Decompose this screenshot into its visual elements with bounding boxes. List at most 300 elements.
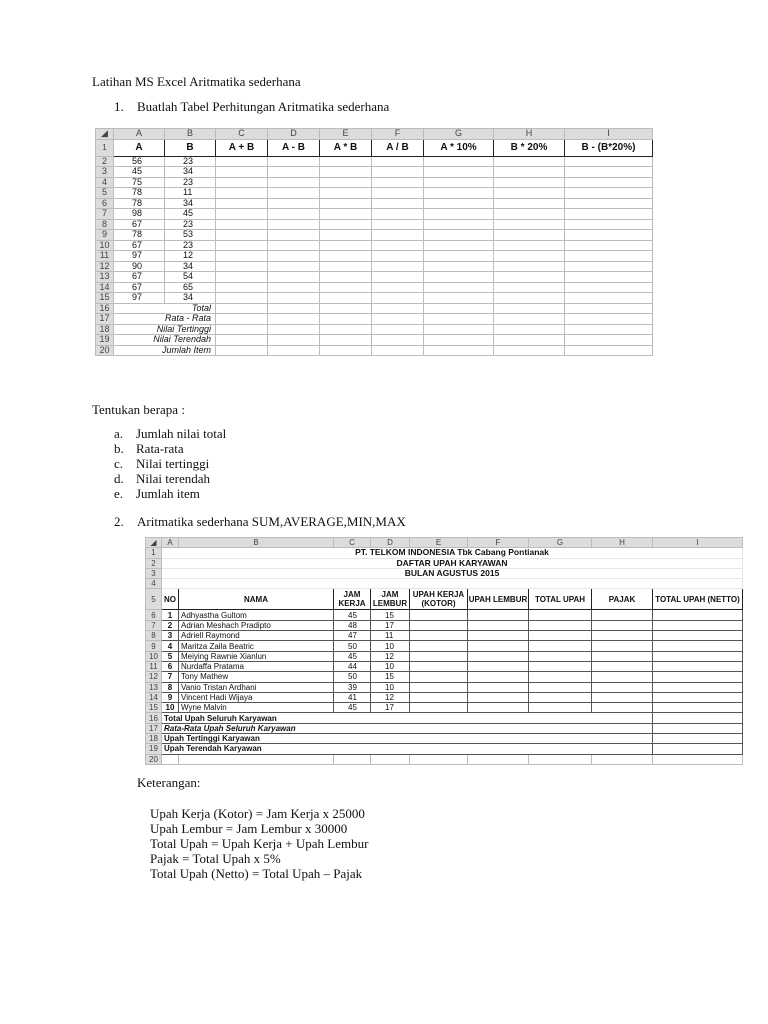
column-letter: A xyxy=(162,538,179,548)
section-1-number: 1. xyxy=(114,99,124,114)
summary-label: Nilai Tertinggi xyxy=(114,324,216,335)
table-row xyxy=(96,282,653,293)
row-number: 7 xyxy=(146,620,162,630)
work-hours: 44 xyxy=(334,661,371,671)
header-row xyxy=(146,589,743,610)
overtime-hours: 15 xyxy=(371,610,410,620)
column-letter: A xyxy=(114,129,165,140)
empty-cell xyxy=(424,272,494,283)
empty-cell xyxy=(494,293,565,304)
value-b: 23 xyxy=(165,219,216,230)
employee-name: Tony Mathew xyxy=(179,672,334,682)
column-letter: E xyxy=(320,129,372,140)
employee-name: Maritza Zaila Beatric xyxy=(179,641,334,651)
employee-name: Vincent Hadi Wijaya xyxy=(179,692,334,702)
value-b: 23 xyxy=(165,156,216,167)
empty-cell xyxy=(216,219,268,230)
value-a: 78 xyxy=(114,188,165,199)
table-row xyxy=(146,610,743,620)
work-hours: 45 xyxy=(334,610,371,620)
summary-label: Total xyxy=(114,303,216,314)
column-letter: B xyxy=(179,538,334,548)
empty-cell xyxy=(320,167,372,178)
value-a: 98 xyxy=(114,209,165,220)
empty-cell xyxy=(565,282,653,293)
overtime-hours: 11 xyxy=(371,631,410,641)
instructions-label: Tentukan berapa : xyxy=(92,402,185,417)
employee-name: Wyne Malvin xyxy=(179,703,334,713)
value-b: 65 xyxy=(165,282,216,293)
empty-cell xyxy=(372,345,424,356)
table-row xyxy=(146,692,743,702)
row-number: 13 xyxy=(96,272,114,283)
list-item: d. Nilai terendah xyxy=(114,471,210,486)
table-row xyxy=(96,261,653,272)
empty-cell xyxy=(371,754,410,764)
empty-cell xyxy=(372,219,424,230)
empty-cell xyxy=(424,177,494,188)
list-item: b. Rata-rata xyxy=(114,441,184,456)
row-number: 20 xyxy=(146,754,162,764)
select-all-corner: ◢ xyxy=(146,538,162,548)
empty-cell xyxy=(494,272,565,283)
empty-cell xyxy=(320,324,372,335)
empty-cell xyxy=(216,209,268,220)
empty-cell xyxy=(216,345,268,356)
table-row xyxy=(96,230,653,241)
empty-cell xyxy=(320,198,372,209)
empty-cell xyxy=(424,230,494,241)
column-header: A - B xyxy=(268,139,320,156)
empty-cell xyxy=(592,641,653,651)
empty-cell xyxy=(565,188,653,199)
work-hours: 45 xyxy=(334,651,371,661)
empty-cell xyxy=(529,631,592,641)
work-hours: 50 xyxy=(334,672,371,682)
overtime-hours: 10 xyxy=(371,682,410,692)
empty-cell xyxy=(268,167,320,178)
value-a: 67 xyxy=(114,240,165,251)
table-row xyxy=(146,682,743,692)
table-row xyxy=(96,209,653,220)
empty-cell xyxy=(268,314,320,325)
empty-cell xyxy=(372,324,424,335)
empty-cell xyxy=(268,282,320,293)
work-hours: 45 xyxy=(334,703,371,713)
column-letter: H xyxy=(592,538,653,548)
empty-cell xyxy=(592,754,653,764)
empty-cell xyxy=(268,177,320,188)
empty-cell xyxy=(468,754,529,764)
summary-row xyxy=(96,324,653,335)
empty-cell xyxy=(494,219,565,230)
list-item: a. Jumlah nilai total xyxy=(114,426,227,441)
empty-cell xyxy=(216,230,268,241)
table-row xyxy=(146,631,743,641)
empty-cell xyxy=(494,345,565,356)
column-header: UPAH LEMBUR xyxy=(468,589,529,610)
empty-cell xyxy=(268,303,320,314)
empty-cell xyxy=(565,198,653,209)
empty-cell xyxy=(410,692,468,702)
column-header-row xyxy=(146,538,743,548)
empty-cell xyxy=(592,610,653,620)
empty-cell xyxy=(653,692,743,702)
column-header-row xyxy=(96,129,653,140)
formula-note: Total Upah = Upah Kerja + Upah Lembur xyxy=(150,836,369,851)
empty-cell xyxy=(565,345,653,356)
work-hours: 47 xyxy=(334,631,371,641)
empty-cell xyxy=(494,335,565,346)
formula-note: Upah Lembur = Jam Lembur x 30000 xyxy=(150,821,348,836)
empty-cell xyxy=(372,251,424,262)
empty-cell xyxy=(468,672,529,682)
empty-cell xyxy=(653,672,743,682)
empty-cell xyxy=(494,167,565,178)
empty-cell xyxy=(372,293,424,304)
empty-cell xyxy=(424,198,494,209)
row-number: 14 xyxy=(146,692,162,702)
column-header: UPAH KERJA (KOTOR) xyxy=(410,589,468,610)
table-row xyxy=(146,651,743,661)
empty-cell xyxy=(565,177,653,188)
empty-cell xyxy=(268,272,320,283)
empty-cell xyxy=(268,345,320,356)
empty-cell xyxy=(424,188,494,199)
table-row xyxy=(146,661,743,671)
empty-cell xyxy=(216,324,268,335)
row-number: 6 xyxy=(96,198,114,209)
row-number: 4 xyxy=(146,579,162,589)
value-a: 75 xyxy=(114,177,165,188)
empty-cell xyxy=(565,324,653,335)
column-letter: D xyxy=(371,538,410,548)
empty-cell xyxy=(216,261,268,272)
empty-cell xyxy=(592,661,653,671)
value-b: 45 xyxy=(165,209,216,220)
column-letter: D xyxy=(268,129,320,140)
work-hours: 39 xyxy=(334,682,371,692)
overtime-hours: 12 xyxy=(371,692,410,702)
empty-cell xyxy=(424,167,494,178)
value-a: 97 xyxy=(114,293,165,304)
empty-cell xyxy=(162,754,179,764)
value-b: 34 xyxy=(165,198,216,209)
empty-cell xyxy=(529,620,592,630)
table-row xyxy=(96,293,653,304)
employee-number: 1 xyxy=(162,610,179,620)
work-hours: 48 xyxy=(334,620,371,630)
value-b: 53 xyxy=(165,230,216,241)
empty-cell xyxy=(653,703,743,713)
empty-cell xyxy=(468,651,529,661)
summary-row xyxy=(96,335,653,346)
summary-row xyxy=(96,303,653,314)
empty-cell xyxy=(565,335,653,346)
employee-name: Meiying Rawnie Xianlun xyxy=(179,651,334,661)
empty-cell xyxy=(216,167,268,178)
formula-note: Upah Kerja (Kotor) = Jam Kerja x 25000 xyxy=(150,806,365,821)
column-letter: F xyxy=(372,129,424,140)
value-a: 67 xyxy=(114,219,165,230)
row-number: 12 xyxy=(96,261,114,272)
empty-cell xyxy=(424,324,494,335)
table-row xyxy=(96,272,653,283)
employee-number: 4 xyxy=(162,641,179,651)
empty-cell xyxy=(565,303,653,314)
overtime-hours: 10 xyxy=(371,661,410,671)
empty-cell xyxy=(216,251,268,262)
empty-cell xyxy=(372,240,424,251)
empty-cell xyxy=(372,282,424,293)
table-row xyxy=(146,703,743,713)
select-all-corner: ◢ xyxy=(96,129,114,140)
empty-cell xyxy=(653,713,743,723)
row-number: 16 xyxy=(96,303,114,314)
row-number: 2 xyxy=(96,156,114,167)
empty-cell xyxy=(565,219,653,230)
payroll-spreadsheet xyxy=(145,537,743,765)
empty-cell xyxy=(320,156,372,167)
section-2-heading: Aritmatika sederhana SUM,AVERAGE,MIN,MAX xyxy=(137,514,406,529)
employee-number: 7 xyxy=(162,672,179,682)
title-row xyxy=(146,548,743,558)
summary-label: Total Upah Seluruh Karyawan xyxy=(162,713,653,723)
row-number: 15 xyxy=(146,703,162,713)
empty-cell xyxy=(216,272,268,283)
empty-cell xyxy=(320,282,372,293)
empty-cell xyxy=(216,177,268,188)
employee-name: Adhyastha Gultom xyxy=(179,610,334,620)
empty-cell xyxy=(529,610,592,620)
empty-cell xyxy=(529,672,592,682)
empty-cell xyxy=(372,303,424,314)
empty-cell xyxy=(565,230,653,241)
value-a: 78 xyxy=(114,230,165,241)
empty-cell xyxy=(268,335,320,346)
empty-cell xyxy=(468,641,529,651)
row-number: 13 xyxy=(146,682,162,692)
row-number: 16 xyxy=(146,713,162,723)
employee-number: 8 xyxy=(162,682,179,692)
sheet-title: DAFTAR UPAH KARYAWAN xyxy=(162,558,743,568)
value-a: 90 xyxy=(114,261,165,272)
sheet-title: BULAN AGUSTUS 2015 xyxy=(162,568,743,578)
empty-cell xyxy=(424,282,494,293)
row-number: 19 xyxy=(96,335,114,346)
empty-cell xyxy=(565,167,653,178)
empty-cell xyxy=(372,272,424,283)
empty-cell xyxy=(162,579,743,589)
empty-cell xyxy=(565,314,653,325)
empty-cell xyxy=(268,188,320,199)
value-a: 45 xyxy=(114,167,165,178)
blank-row xyxy=(146,579,743,589)
sheet-title: PT. TELKOM INDONESIA Tbk Cabang Pontianak xyxy=(162,548,743,558)
column-letter: I xyxy=(565,129,653,140)
empty-cell xyxy=(216,314,268,325)
section-1-heading: Buatlah Tabel Perhitungan Aritmatika sederhana xyxy=(137,99,390,114)
empty-cell xyxy=(653,723,743,733)
row-number: 5 xyxy=(146,589,162,610)
employee-name: Adriell Raymond xyxy=(179,631,334,641)
value-b: 11 xyxy=(165,188,216,199)
summary-row xyxy=(146,723,743,733)
empty-cell xyxy=(410,641,468,651)
value-a: 78 xyxy=(114,198,165,209)
empty-cell xyxy=(653,754,743,764)
empty-cell xyxy=(468,682,529,692)
summary-row xyxy=(146,734,743,744)
empty-cell xyxy=(494,324,565,335)
empty-cell xyxy=(494,209,565,220)
empty-cell xyxy=(565,293,653,304)
row-number: 17 xyxy=(146,723,162,733)
summary-row xyxy=(96,314,653,325)
empty-cell xyxy=(529,661,592,671)
empty-cell xyxy=(216,335,268,346)
empty-cell xyxy=(320,314,372,325)
employee-number: 2 xyxy=(162,620,179,630)
row-number: 8 xyxy=(96,219,114,230)
empty-cell xyxy=(320,230,372,241)
employee-name: Nurdaffa Pratama xyxy=(179,661,334,671)
empty-cell xyxy=(494,156,565,167)
empty-cell xyxy=(216,282,268,293)
employee-number: 10 xyxy=(162,703,179,713)
empty-cell xyxy=(529,641,592,651)
column-header: A + B xyxy=(216,139,268,156)
column-letter: G xyxy=(424,129,494,140)
empty-cell xyxy=(529,754,592,764)
document-title: Latihan MS Excel Aritmatika sederhana xyxy=(92,74,301,89)
empty-cell xyxy=(565,156,653,167)
value-b: 54 xyxy=(165,272,216,283)
empty-cell xyxy=(424,345,494,356)
column-header: NAMA xyxy=(179,589,334,610)
row-number: 2 xyxy=(146,558,162,568)
section-2-number: 2. xyxy=(114,514,124,529)
work-hours: 41 xyxy=(334,692,371,702)
empty-cell xyxy=(653,651,743,661)
overtime-hours: 17 xyxy=(371,703,410,713)
column-header: B xyxy=(165,139,216,156)
empty-cell xyxy=(494,188,565,199)
overtime-hours: 10 xyxy=(371,641,410,651)
empty-cell xyxy=(494,261,565,272)
empty-cell xyxy=(529,703,592,713)
row-number: 12 xyxy=(146,672,162,682)
empty-cell xyxy=(424,156,494,167)
column-header: JAM KERJA xyxy=(334,589,371,610)
empty-cell xyxy=(320,177,372,188)
overtime-hours: 15 xyxy=(371,672,410,682)
table-row xyxy=(96,167,653,178)
column-header: A xyxy=(114,139,165,156)
summary-label: Nilai Terendah xyxy=(114,335,216,346)
empty-cell xyxy=(529,651,592,661)
empty-cell xyxy=(468,703,529,713)
value-a: 67 xyxy=(114,282,165,293)
empty-cell xyxy=(268,219,320,230)
row-number: 5 xyxy=(96,188,114,199)
empty-cell xyxy=(468,631,529,641)
empty-cell xyxy=(592,672,653,682)
empty-cell xyxy=(424,261,494,272)
empty-cell xyxy=(653,682,743,692)
empty-cell xyxy=(179,754,334,764)
column-header: B * 20% xyxy=(494,139,565,156)
notes-label: Keterangan: xyxy=(137,775,201,790)
summary-label: Jumlah Item xyxy=(114,345,216,356)
empty-cell xyxy=(410,651,468,661)
empty-cell xyxy=(216,303,268,314)
empty-cell xyxy=(372,198,424,209)
empty-cell xyxy=(494,198,565,209)
table-row xyxy=(96,177,653,188)
empty-cell xyxy=(565,272,653,283)
column-header: TOTAL UPAH (NETTO) xyxy=(653,589,743,610)
value-a: 97 xyxy=(114,251,165,262)
column-header: B - (B*20%) xyxy=(565,139,653,156)
column-header: A / B xyxy=(372,139,424,156)
column-header: TOTAL UPAH xyxy=(529,589,592,610)
row-number: 9 xyxy=(96,230,114,241)
employee-name: Adrian Meshach Pradipto xyxy=(179,620,334,630)
empty-cell xyxy=(410,703,468,713)
empty-cell xyxy=(565,209,653,220)
row-number: 1 xyxy=(96,139,114,156)
employee-number: 6 xyxy=(162,661,179,671)
row-number: 8 xyxy=(146,631,162,641)
empty-cell xyxy=(410,754,468,764)
empty-cell xyxy=(653,610,743,620)
empty-cell xyxy=(494,240,565,251)
column-header: JAM LEMBUR xyxy=(371,589,410,610)
empty-cell xyxy=(424,240,494,251)
row-number: 14 xyxy=(96,282,114,293)
empty-cell xyxy=(372,335,424,346)
empty-cell xyxy=(320,272,372,283)
employee-number: 5 xyxy=(162,651,179,661)
value-b: 23 xyxy=(165,240,216,251)
empty-cell xyxy=(320,303,372,314)
row-number: 20 xyxy=(96,345,114,356)
empty-cell xyxy=(320,251,372,262)
empty-cell xyxy=(592,620,653,630)
empty-cell xyxy=(268,261,320,272)
row-number: 15 xyxy=(96,293,114,304)
empty-cell xyxy=(494,282,565,293)
empty-cell xyxy=(410,672,468,682)
empty-cell xyxy=(216,240,268,251)
empty-cell xyxy=(424,209,494,220)
row-number: 10 xyxy=(96,240,114,251)
empty-cell xyxy=(592,692,653,702)
table-row xyxy=(96,198,653,209)
summary-label: Upah Terendah Karyawan xyxy=(162,744,653,754)
empty-cell xyxy=(653,661,743,671)
employee-number: 3 xyxy=(162,631,179,641)
row-number: 10 xyxy=(146,651,162,661)
empty-cell xyxy=(494,177,565,188)
summary-row xyxy=(146,744,743,754)
empty-cell xyxy=(529,692,592,702)
empty-cell xyxy=(565,261,653,272)
row-number: 18 xyxy=(96,324,114,335)
empty-cell xyxy=(216,156,268,167)
empty-cell xyxy=(268,156,320,167)
